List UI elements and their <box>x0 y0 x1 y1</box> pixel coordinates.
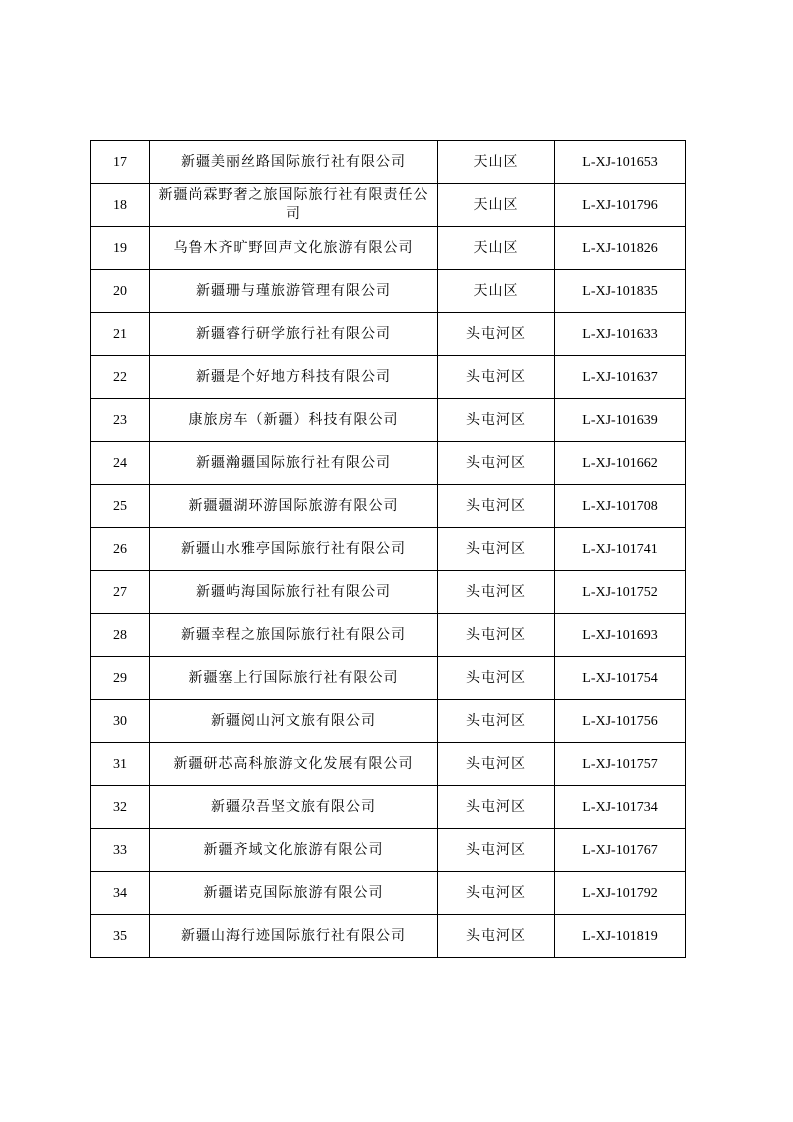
table-row <box>91 270 686 313</box>
company-name: 新疆尚霖野奢之旅国际旅行社有限责任公司 <box>150 184 438 227</box>
row-number: 28 <box>91 614 150 657</box>
table-row <box>91 528 686 571</box>
district: 头屯河区 <box>438 786 555 829</box>
table-row <box>91 614 686 657</box>
row-number: 29 <box>91 657 150 700</box>
district: 头屯河区 <box>438 485 555 528</box>
table-row <box>91 700 686 743</box>
license-number: L-XJ-101637 <box>555 356 686 399</box>
license-number: L-XJ-101708 <box>555 485 686 528</box>
row-number: 19 <box>91 227 150 270</box>
table-row <box>91 829 686 872</box>
district: 头屯河区 <box>438 528 555 571</box>
district: 头屯河区 <box>438 399 555 442</box>
license-number: L-XJ-101767 <box>555 829 686 872</box>
district: 天山区 <box>438 270 555 313</box>
company-name: 新疆齐域文化旅游有限公司 <box>150 829 438 872</box>
table-row <box>91 786 686 829</box>
table-body <box>91 141 686 958</box>
company-name: 康旅房车（新疆）科技有限公司 <box>150 399 438 442</box>
row-number: 22 <box>91 356 150 399</box>
license-number: L-XJ-101826 <box>555 227 686 270</box>
travel-agency-table <box>90 140 686 958</box>
row-number: 18 <box>91 184 150 227</box>
table-row <box>91 313 686 356</box>
table-row <box>91 571 686 614</box>
license-number: L-XJ-101756 <box>555 700 686 743</box>
table-row <box>91 872 686 915</box>
license-number: L-XJ-101633 <box>555 313 686 356</box>
table-row <box>91 141 686 184</box>
company-name: 新疆屿海国际旅行社有限公司 <box>150 571 438 614</box>
table-row <box>91 657 686 700</box>
table-row <box>91 485 686 528</box>
license-number: L-XJ-101734 <box>555 786 686 829</box>
license-number: L-XJ-101741 <box>555 528 686 571</box>
district: 头屯河区 <box>438 614 555 657</box>
row-number: 26 <box>91 528 150 571</box>
row-number: 27 <box>91 571 150 614</box>
table-row <box>91 227 686 270</box>
district: 头屯河区 <box>438 442 555 485</box>
license-number: L-XJ-101835 <box>555 270 686 313</box>
district: 头屯河区 <box>438 872 555 915</box>
table-row <box>91 442 686 485</box>
company-name: 新疆睿行研学旅行社有限公司 <box>150 313 438 356</box>
row-number: 33 <box>91 829 150 872</box>
company-name: 新疆山水雅亭国际旅行社有限公司 <box>150 528 438 571</box>
license-number: L-XJ-101639 <box>555 399 686 442</box>
company-name: 新疆疆湖环游国际旅游有限公司 <box>150 485 438 528</box>
row-number: 25 <box>91 485 150 528</box>
company-name: 新疆山海行迹国际旅行社有限公司 <box>150 915 438 958</box>
license-number: L-XJ-101757 <box>555 743 686 786</box>
row-number: 23 <box>91 399 150 442</box>
district: 头屯河区 <box>438 313 555 356</box>
company-name: 新疆瀚疆国际旅行社有限公司 <box>150 442 438 485</box>
row-number: 21 <box>91 313 150 356</box>
district: 头屯河区 <box>438 356 555 399</box>
district: 头屯河区 <box>438 829 555 872</box>
table-row <box>91 743 686 786</box>
row-number: 17 <box>91 141 150 184</box>
license-number: L-XJ-101754 <box>555 657 686 700</box>
company-name: 新疆美丽丝路国际旅行社有限公司 <box>150 141 438 184</box>
company-name: 新疆幸程之旅国际旅行社有限公司 <box>150 614 438 657</box>
table-row <box>91 356 686 399</box>
license-number: L-XJ-101752 <box>555 571 686 614</box>
row-number: 24 <box>91 442 150 485</box>
license-number: L-XJ-101653 <box>555 141 686 184</box>
row-number: 35 <box>91 915 150 958</box>
license-number: L-XJ-101662 <box>555 442 686 485</box>
district: 头屯河区 <box>438 571 555 614</box>
table-row <box>91 915 686 958</box>
district: 天山区 <box>438 227 555 270</box>
table-row <box>91 399 686 442</box>
company-name: 新疆阅山河文旅有限公司 <box>150 700 438 743</box>
license-number: L-XJ-101792 <box>555 872 686 915</box>
license-number: L-XJ-101693 <box>555 614 686 657</box>
license-number: L-XJ-101819 <box>555 915 686 958</box>
company-name: 新疆尕吾坚文旅有限公司 <box>150 786 438 829</box>
row-number: 30 <box>91 700 150 743</box>
company-name: 新疆塞上行国际旅行社有限公司 <box>150 657 438 700</box>
district: 天山区 <box>438 141 555 184</box>
district: 头屯河区 <box>438 657 555 700</box>
district: 头屯河区 <box>438 700 555 743</box>
company-name: 乌鲁木齐旷野回声文化旅游有限公司 <box>150 227 438 270</box>
company-name: 新疆诺克国际旅游有限公司 <box>150 872 438 915</box>
company-name: 新疆是个好地方科技有限公司 <box>150 356 438 399</box>
company-name: 新疆研芯高科旅游文化发展有限公司 <box>150 743 438 786</box>
district: 头屯河区 <box>438 743 555 786</box>
row-number: 32 <box>91 786 150 829</box>
row-number: 31 <box>91 743 150 786</box>
company-name: 新疆珊与瑾旅游管理有限公司 <box>150 270 438 313</box>
district: 天山区 <box>438 184 555 227</box>
table-row <box>91 184 686 227</box>
row-number: 34 <box>91 872 150 915</box>
license-number: L-XJ-101796 <box>555 184 686 227</box>
district: 头屯河区 <box>438 915 555 958</box>
row-number: 20 <box>91 270 150 313</box>
